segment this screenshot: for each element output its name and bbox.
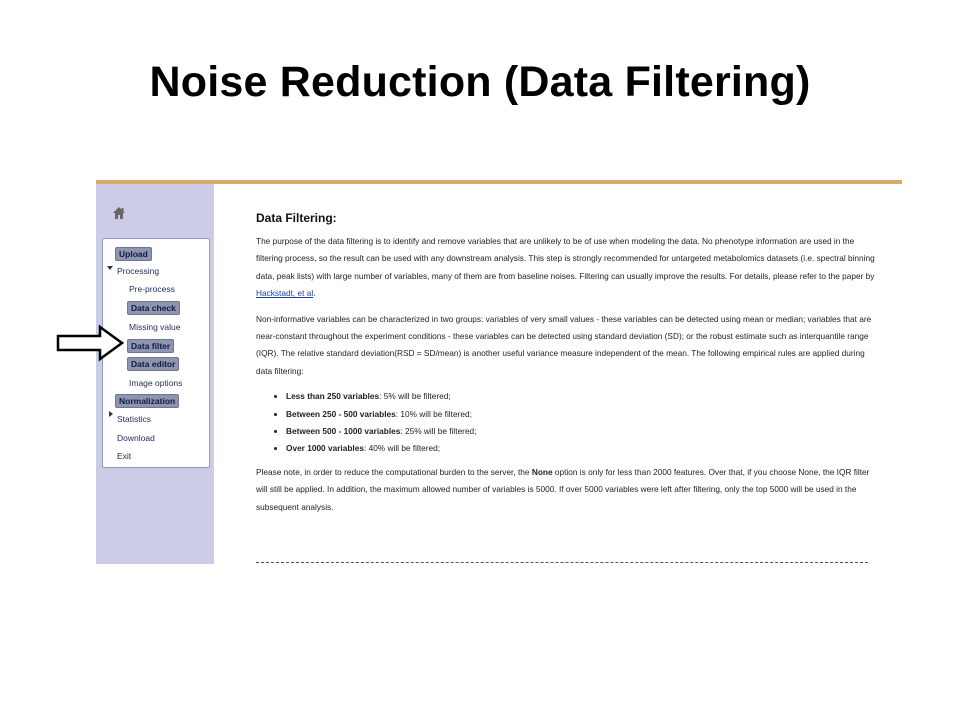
rule-bold: Over 1000 variables <box>286 443 364 454</box>
nav-download[interactable]: Download <box>117 433 155 443</box>
rule-text: : 40% will be filtered; <box>363 443 441 454</box>
expand-down-icon[interactable] <box>107 266 113 270</box>
home-icon[interactable] <box>112 206 126 220</box>
rule-item <box>286 388 876 405</box>
section-heading: Data Filtering: <box>256 211 337 225</box>
sidebar <box>96 184 214 564</box>
intro-text: The purpose of the data filtering is to identify and remove variables that are unlikely to be of use when modeling the data. No phenotype information are used in the filtering process, so the result can be used with any downstream analysis. This step is strongly recommended for untargeted metabolomics datasets (i.e. spectral binning data, peak lists) with large number of variables, many of them are from baseline noises. Filtering can usually improve the results. For details, please refer to the paper by <box>256 236 875 281</box>
rule-bold: Between 250 - 500 variables <box>286 408 396 419</box>
nav-statistics[interactable]: Statistics <box>117 414 152 424</box>
nav-data-editor[interactable]: Data editor <box>127 357 179 371</box>
rule-text: : 5% will be filtered; <box>379 391 451 402</box>
slide-title: Noise Reduction (Data Filtering) <box>149 58 811 106</box>
nav-exit[interactable]: Exit <box>117 451 132 461</box>
nav-image-options[interactable]: Image options <box>129 378 183 388</box>
rule-item <box>286 440 876 457</box>
nav-processing[interactable]: Processing <box>117 266 160 276</box>
nav-data-check[interactable]: Data check <box>127 301 180 315</box>
note-bold: None <box>531 466 553 477</box>
content-area <box>256 210 876 524</box>
note-paragraph <box>256 464 876 516</box>
nav-data-filter[interactable]: Data filter <box>127 339 174 353</box>
rule-text: : 25% will be filtered; <box>400 426 477 437</box>
nav-missing-value[interactable]: Missing value <box>129 322 181 332</box>
rule-text: : 10% will be filtered; <box>395 408 472 419</box>
nav-pre-process[interactable]: Pre-process <box>129 284 175 294</box>
nav-upload[interactable]: Upload <box>115 247 152 261</box>
pointer-arrow-icon <box>56 323 124 363</box>
rule-item <box>286 406 876 423</box>
expand-right-icon[interactable] <box>109 411 113 417</box>
intro-end: . <box>313 288 316 299</box>
hackstadt-link[interactable]: Hackstadt, et al <box>256 288 314 299</box>
rules-list <box>256 388 876 458</box>
nav-normalization[interactable]: Normalization <box>115 394 179 408</box>
rule-bold: Between 500 - 1000 variables <box>286 426 401 437</box>
rule-item <box>286 423 876 440</box>
screenshot-panel <box>96 180 902 564</box>
rules-paragraph: Non-informative variables can be characterized in two groups: variables of very small values - these variables can be detected using mean or median; variables that are near-constant throughout the experiment conditions - these variables can be detected using standard deviation (SD); or the robust estimate such as interquantile range (IQR). The relative standard deviation(RSD = SD/mean) is another useful variance measure independent of the mean. The following empirical rules are applied during data filtering: <box>256 313 872 376</box>
dashed-divider <box>256 562 868 563</box>
rule-bold: Less than 250 variables <box>286 391 380 402</box>
note-text-b: option is only for less than 2000 features. Over that, if you choose None, the IQR filter will still be applied. In addition, the maximum allowed number of variables is 5000. If over 5000 variables were left after filtering, only the top 5000 will be used in the subsequent analysis. <box>256 466 870 512</box>
top-bar <box>96 180 902 184</box>
intro-paragraph <box>256 233 876 303</box>
note-text-a: Please note, in order to reduce the computational burden to the server, the <box>256 466 532 477</box>
